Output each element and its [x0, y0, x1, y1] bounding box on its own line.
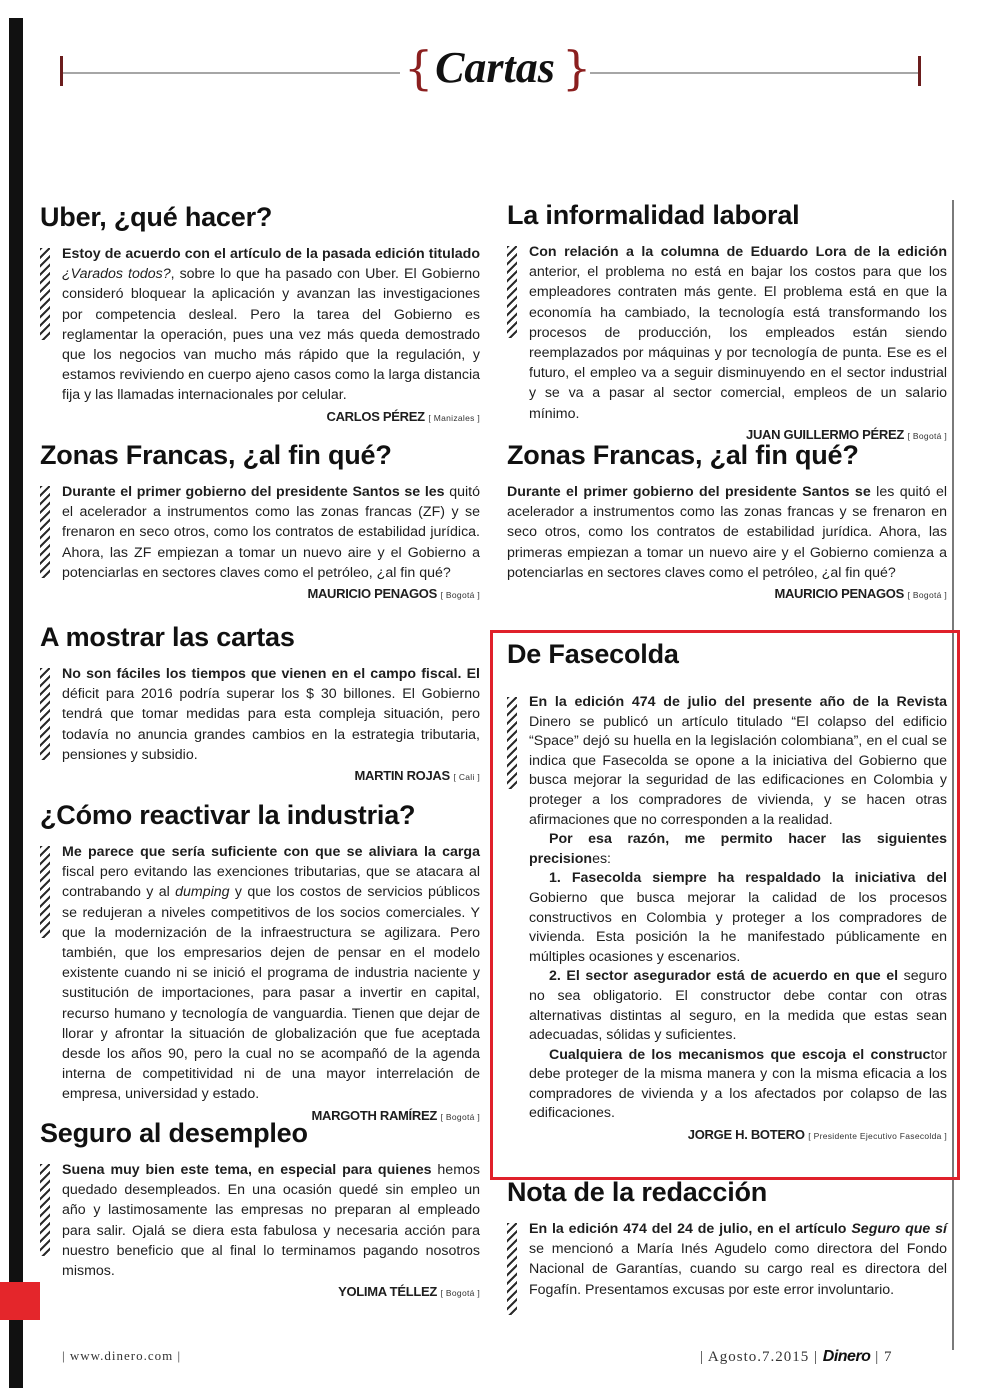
letter-title: La informalidad laboral	[507, 200, 800, 230]
letter-text: se mencionó a María Inés Agudelo como directora del Fondo Nacional de Garantías, cuando su cargo real es directora del Fogafín. Presentamos excusas por este error involuntario.	[529, 1241, 947, 1298]
letter-lead: 1. Fasecolda siempre ha respaldado la iniciativa del	[549, 870, 947, 887]
header-tick-right	[918, 56, 921, 86]
letter-fasecolda	[507, 637, 947, 1145]
author-name: MAURICIO PENAGOS	[307, 586, 437, 602]
letter-italic: Seguro que sí	[851, 1221, 947, 1237]
footer-page-number: | 7	[875, 1349, 893, 1365]
letter-lead: Por esa razón, me permito hacer las siguientes precision	[529, 831, 947, 867]
letter-body	[507, 1219, 947, 1300]
letter-mostrar-cartas	[40, 620, 480, 786]
letter-zonas-francas-left	[40, 438, 480, 604]
brace-left: {	[404, 41, 434, 95]
footer-website: | www.dinero.com |	[62, 1348, 182, 1363]
hatch-mark	[40, 846, 50, 938]
letter-signature	[40, 1283, 480, 1302]
hatch-mark	[507, 1223, 517, 1315]
author-city: [ Bogotá ]	[440, 1288, 480, 1299]
letter-lead: Durante el primer gobierno del presidente Santos se	[507, 484, 871, 500]
letter-text: Gobierno que busca mejorar la calidad de los procesos constructivos en Colombia y proteger a los compradores de vivienda. Esta posición la he manifestado públicamente en múltiples ocasiones y escenarios.	[529, 889, 947, 965]
author-name: JUAN GUILLERMO PÉREZ	[746, 426, 904, 442]
letter-text: , sobre lo que ha pasado con Uber. El Gobierno consideró bloquear la aplicación y avanzan las investigaciones por competencia desleal. Pero la tarea del Gobierno es reglamentar la operación, pues una vez más queda demostrado que los negocios van mucho más rápido que la regulación, y estamos reviviendo en cuerpo ajeno casos como la larga distancia fija y las llamadas internacionales por celular.	[62, 266, 480, 404]
author-city: [ Cali ]	[453, 772, 480, 783]
letter-italic: ¿Varados todos?	[62, 266, 171, 283]
letter-lead: Cualquiera de los mecanismos que escoja el construc	[549, 1046, 931, 1063]
author-city: [ Presidente Ejecutivo Fasecolda ]	[808, 1131, 947, 1142]
letter-signature	[40, 767, 480, 786]
letter-text: déficit para 2016 podría superar los $ 30 billones. El Gobierno tendrá que tomar medidas para esta compleja situación, pero todavía no anuncia grandes cambios en la estrategia tributaria, pensiones y subsidio.	[62, 686, 480, 763]
letter-seguro-desempleo	[40, 1116, 480, 1302]
letter-title: Uber, ¿qué hacer?	[40, 202, 273, 232]
letter-title: Zonas Francas, ¿al fin qué?	[507, 440, 859, 470]
letter-signature	[40, 408, 480, 427]
letter-title: Zonas Francas, ¿al fin qué?	[40, 440, 392, 470]
letter-body	[507, 693, 947, 1124]
letter-text: quitó el acelerador a instrumentos como las zonas francas (ZF) y se frenaron en seco otros, como los contratos de estabilidad jurídica. Ahora, las ZF empiezan a tomar un nuevo aire y el Gobierno a potenciarlas en sectores claves como el petróleo, ¿al fin qué?	[62, 484, 480, 581]
letter-body	[40, 244, 480, 406]
author-name: JORGE H. BOTERO	[687, 1127, 805, 1143]
letter-text: es:	[592, 850, 612, 867]
letter-lead: En la edición 474 del 24 de julio, en el artículo	[529, 1221, 852, 1237]
author-name: CARLOS PÉREZ	[326, 408, 425, 424]
letter-text: Dinero se publicó un artículo titulado “El colapso del edificio “Space” dejó su huella en la legislación colombiana”, en el cual se indica que Fasecolda se opone a la iniciativa del Gobierno que busca mejorar la seguridad de las edificaciones en Colombia y proteger a los compradores de vivienda, y se hacen otras afirmaciones que no corresponden a la realidad.	[529, 713, 947, 828]
letter-signature	[507, 1126, 947, 1145]
letter-title: Nota de la redacción	[507, 1177, 768, 1207]
letter-title: ¿Cómo reactivar la industria?	[40, 800, 416, 830]
letter-title: De Fasecolda	[507, 639, 679, 669]
hatch-mark	[40, 486, 50, 578]
author-city: [ Bogotá ]	[907, 590, 947, 601]
letter-body	[507, 482, 947, 583]
letter-signature	[507, 585, 947, 604]
letter-text: anterior, el problema no está en bajar los costos para que los empleadores contraten más gente. El problema está en que la economía ha cambiado, la tecnología está transformando los procesos de producción, los empleados están siendo reemplazados por máquinas y por tecnología de punta. Ese es el futuro, el empleo va a seguir disminuyendo en el sector industrial y se va a pasar al sector comercial, empleos de un salario mínimo.	[529, 264, 947, 422]
letter-lead: Durante el primer gobierno del presidente Santos se les	[62, 484, 445, 500]
letter-body	[40, 482, 480, 583]
brace-right: }	[562, 41, 592, 95]
author-name: MAURICIO PENAGOS	[774, 586, 904, 602]
letter-lead: Suena muy bien este tema, en especial para quienes	[62, 1162, 432, 1178]
hatch-mark	[507, 246, 517, 338]
letter-body	[507, 242, 947, 424]
letter-nota-redaccion	[507, 1175, 947, 1300]
letter-zonas-francas-right	[507, 438, 947, 604]
letter-lead: Con relación a la columna de Eduardo Lora de la edición	[529, 244, 947, 260]
letter-uber	[40, 200, 480, 427]
footer-info	[700, 1348, 892, 1366]
footer-brand: Dinero	[822, 1348, 871, 1365]
letter-body	[40, 842, 480, 1105]
author-city: [ Bogotá ]	[907, 430, 947, 441]
letter-text: hemos quedado desempleados. En una ocasión quedé sin empleo un año y lastimosamente las empresas no preparan al empleado para salir. Ojalá se diera esta fabulosa y necesaria acción para nuestro beneficio que al final lo terminamos pagando nosotros mismos.	[62, 1162, 480, 1280]
letter-text: tor debe proteger de la misma manera y con la misma eficacia a los compradores de vivienda y a los afectados por colapso de las edificaciones.	[529, 1046, 947, 1122]
letter-text: y que los costos de servicios públicos se redujeran a niveles competitivos de los socios comerciales. Y que la modernización de la infraestructura se agilizara. Pero también, que los empresarios dejen de pensar en el modelo existente cuando ni se inició el programa de industria naciente y sustitución de importaciones, para pasar a invertir en capital, recurso humano y tecnología de vanguardia. Tienen que dejar de llorar y afrontar la situación de globalización que fue aceptada desde los años 90, pero la cual no se acompañó de la agenda interna de competitividad ni de una mayor interrelación de empresa, universidad y estado.	[62, 884, 480, 1103]
letter-text: seguro no sea obligatorio. El constructor debe contar con otras alternativas distintas al seguro, en la medida que estas sean adecuadas, sólidas y suficientes.	[529, 968, 947, 1044]
letter-reactivar-industria	[40, 798, 480, 1126]
section-title: Cartas	[435, 43, 555, 92]
hatch-mark	[507, 697, 517, 789]
letter-title: Seguro al desempleo	[40, 1118, 308, 1148]
letter-text: fiscal pero evitando las exenciones tributarias, que se atacara al contrabando y al	[62, 864, 480, 901]
letter-text: les quitó el acelerador a instrumentos como las zonas francas y se frenaron en seco otros, como los contratos de estabilidad jurídica. Ahora, las primeras empiezan a tomar un nuevo aire y el Gobierno comienza a potenciarlas en sectores claves como el petróleo, ¿al fin qué?	[507, 484, 947, 581]
letter-signature	[40, 585, 480, 604]
author-name: YOLIMA TÉLLEZ	[338, 1284, 437, 1300]
letter-lead: Estoy de acuerdo con el artículo de la pasada edición titulado	[62, 246, 480, 262]
author-name: MARGOTH RAMÍREZ	[311, 1107, 437, 1123]
letter-title: A mostrar las cartas	[40, 622, 295, 652]
page-edge-bar	[9, 18, 23, 1388]
author-city: [ Bogotá ]	[440, 590, 480, 601]
footer-date: | Agosto.7.2015 |	[700, 1349, 819, 1365]
letter-body	[40, 664, 480, 765]
letter-lead: En la edición 474 de julio del presente año de la Revista	[529, 694, 947, 710]
author-name: MARTIN ROJAS	[354, 768, 450, 784]
header-rule-right	[590, 72, 920, 74]
letter-lead: 2. El sector asegurador está de acuerdo en que el	[549, 968, 899, 985]
red-page-tab	[0, 1282, 40, 1320]
letter-body	[40, 1160, 480, 1281]
letter-italic: dumping	[175, 884, 230, 901]
hatch-mark	[40, 248, 50, 340]
letter-lead: Me parece que sería suficiente con que se aliviara la carga	[62, 844, 480, 860]
letter-lead: No son fáciles los tiempos que vienen en el campo fiscal. El	[62, 666, 480, 682]
hatch-mark	[40, 1164, 50, 1256]
author-city: [ Manizales ]	[428, 412, 480, 423]
author-city: [ Bogotá ]	[440, 1111, 480, 1122]
header-tick-left	[60, 56, 63, 86]
header-rule-left	[62, 72, 400, 74]
letter-informalidad-laboral	[507, 198, 947, 445]
hatch-mark	[40, 668, 50, 760]
